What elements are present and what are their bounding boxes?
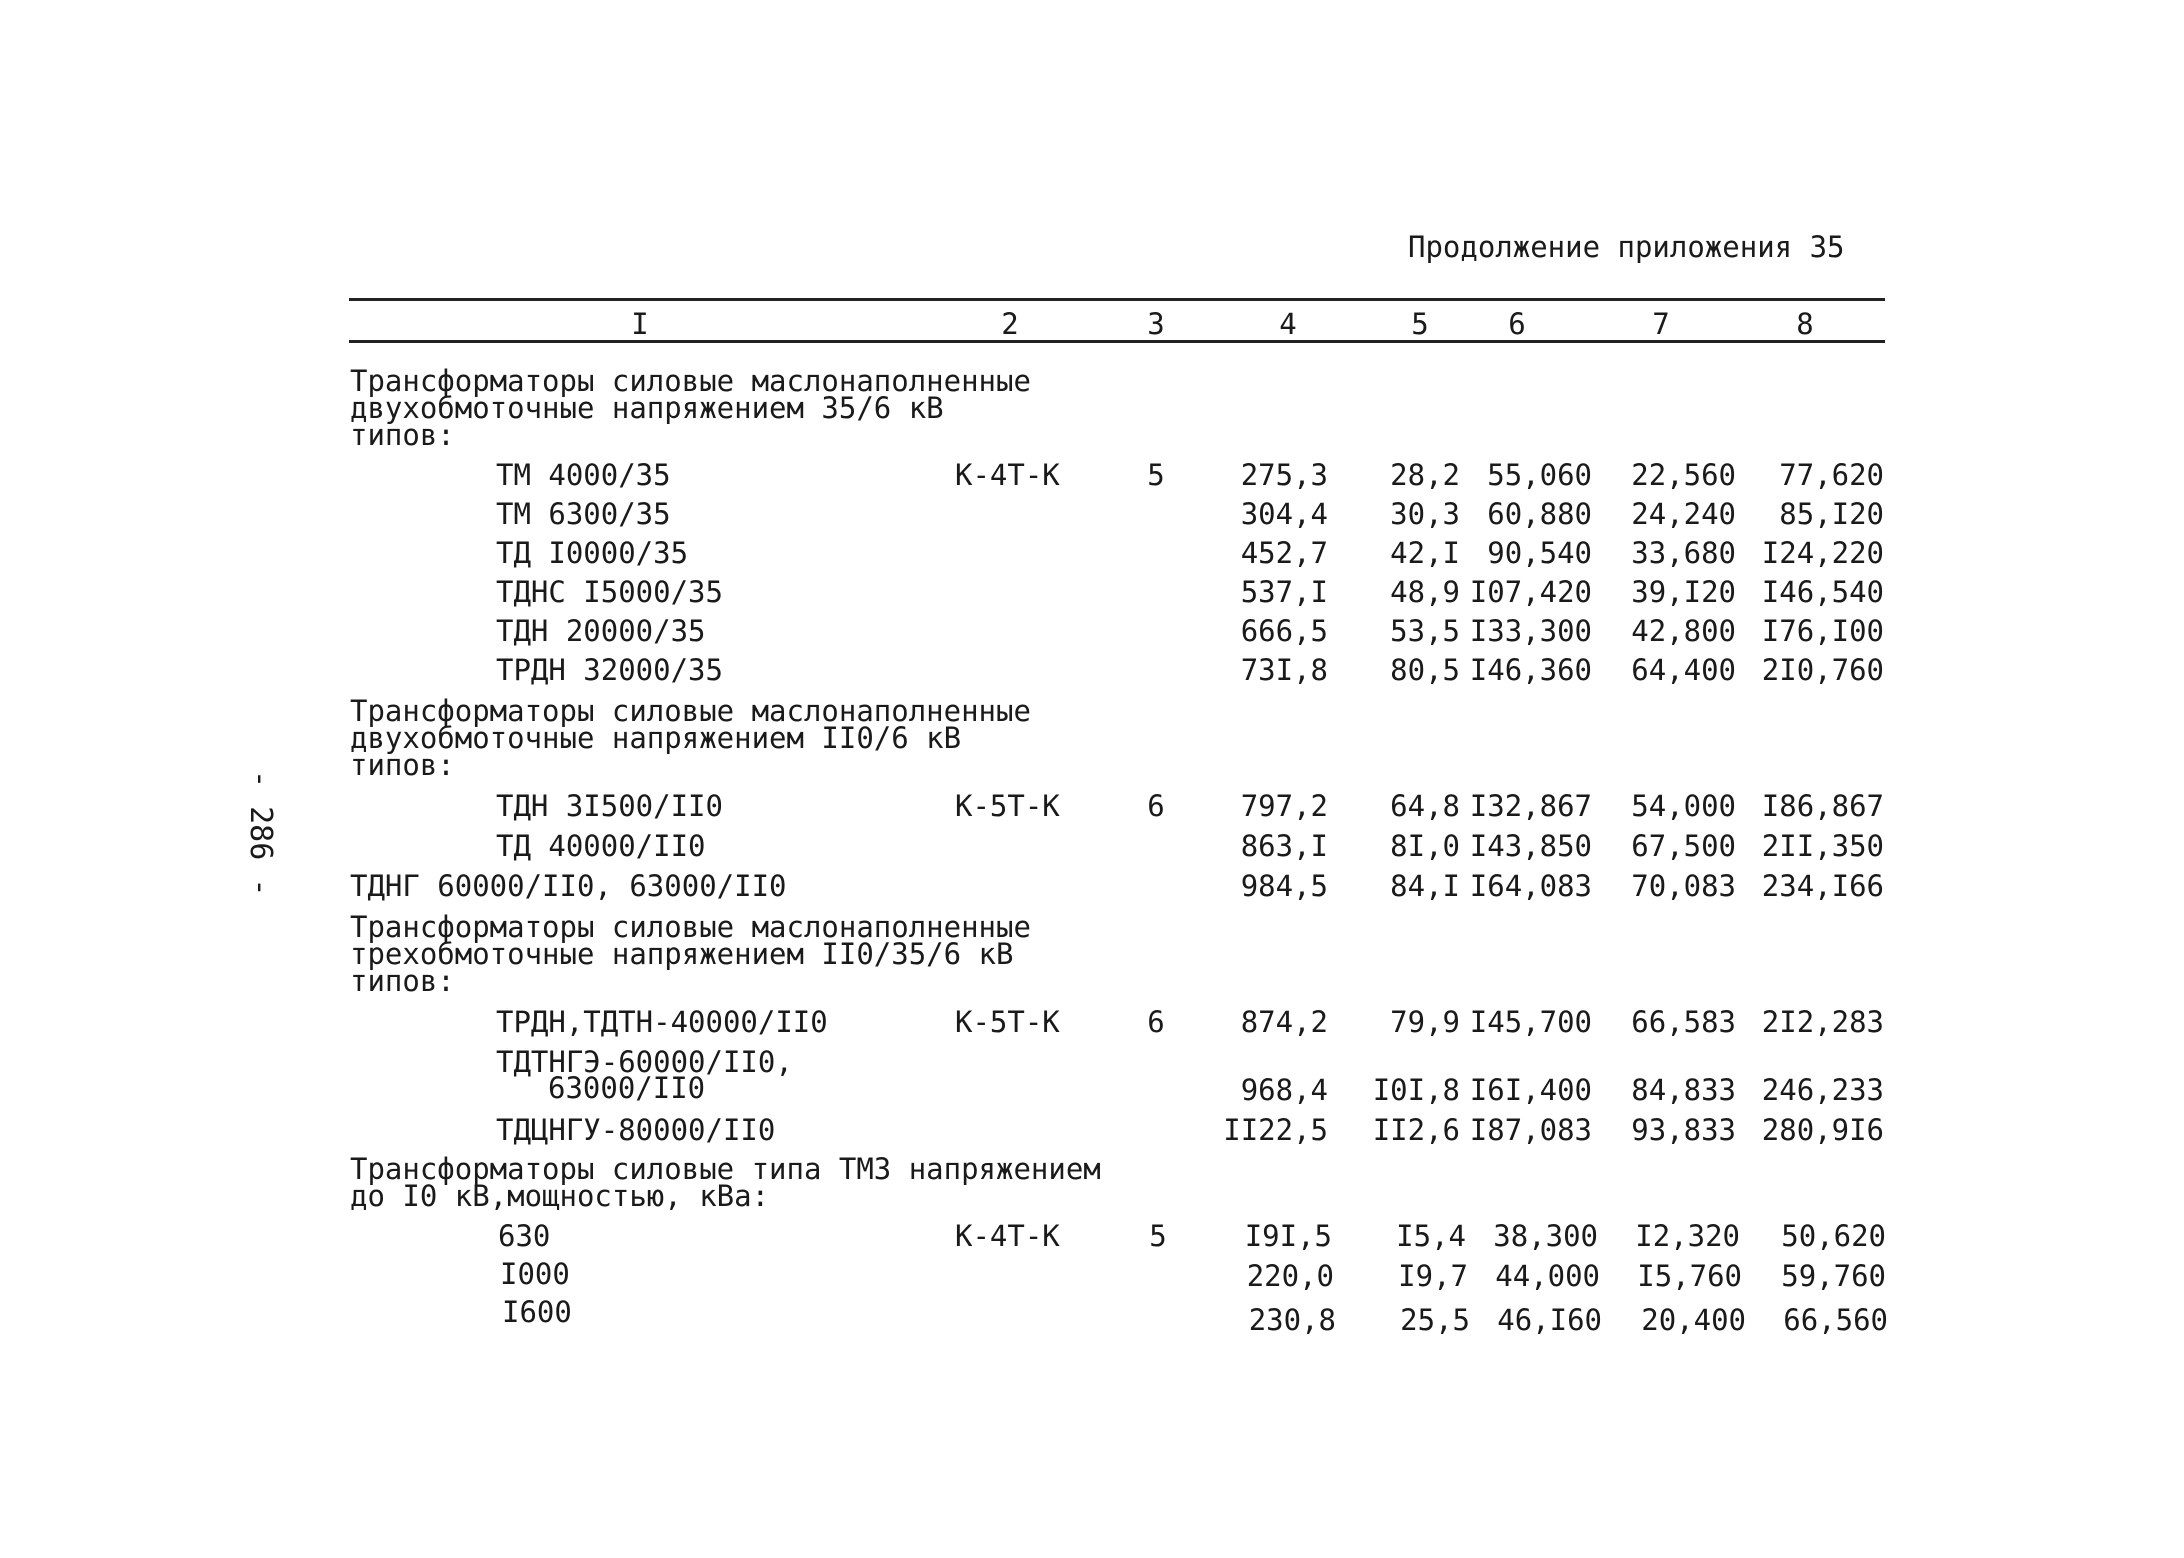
- row-col4: 230,8: [1248, 1303, 1336, 1337]
- row-col7: 39,I20: [1631, 575, 1736, 609]
- row-col7: 66,583: [1631, 1005, 1736, 1039]
- column-header-6: 6: [1508, 307, 1526, 341]
- row-col6: I32,867: [1469, 789, 1592, 823]
- row-name: ТДН 3I500/II0: [496, 789, 723, 823]
- row-col5: II2,6: [1372, 1113, 1460, 1147]
- row-col3: 5: [1149, 1219, 1167, 1253]
- row-col5: I0I,8: [1372, 1073, 1460, 1107]
- row-col4: 863,I: [1240, 829, 1328, 863]
- row-col7: 93,833: [1631, 1113, 1736, 1147]
- row-col8: 2I0,760: [1761, 653, 1884, 687]
- group-title-line: Трансформаторы силовые типа ТМЗ напряжением: [350, 1152, 1101, 1186]
- row-col5: 28,2: [1390, 458, 1460, 492]
- row-col7: 22,560: [1631, 458, 1736, 492]
- row-col3: 6: [1147, 1005, 1165, 1039]
- row-col6: 44,000: [1495, 1259, 1600, 1293]
- row-col8: 66,560: [1783, 1303, 1888, 1337]
- row-col2: К-4Т-К: [955, 1219, 1060, 1253]
- row-col4: 452,7: [1240, 536, 1328, 570]
- row-col5: 30,3: [1390, 497, 1460, 531]
- row-col6: I64,083: [1469, 869, 1592, 903]
- group-title: [350, 910, 1031, 998]
- column-header-1: I: [631, 307, 649, 341]
- row-col7: 54,000: [1631, 789, 1736, 823]
- row-col8: 50,620: [1781, 1219, 1886, 1253]
- row-col8: 85,I20: [1779, 497, 1884, 531]
- row-name: ТД 40000/II0: [496, 829, 706, 863]
- group-title-line: трехобмоточные напряжением II0/35/6 кВ: [350, 937, 1014, 971]
- row-col5: I5,4: [1396, 1219, 1466, 1253]
- row-col7: 42,800: [1631, 614, 1736, 648]
- row-col4: 220,0: [1246, 1259, 1334, 1293]
- row-name: ТРДН 32000/35: [496, 653, 723, 687]
- group-title-line: типов:: [350, 418, 455, 452]
- row-col6: I87,083: [1469, 1113, 1592, 1147]
- row-name-continued: 63000/II0: [548, 1071, 706, 1105]
- group-title-line: двухобмоточные напряжением II0/6 кВ: [350, 721, 962, 755]
- row-col5: 48,9: [1390, 575, 1460, 609]
- row-col7: I5,760: [1637, 1259, 1742, 1293]
- row-col6: I6I,400: [1469, 1073, 1592, 1107]
- row-col3: 6: [1147, 789, 1165, 823]
- row-col2: К-5Т-К: [955, 1005, 1060, 1039]
- row-name: ТДТНГЭ-60000/II0,: [496, 1045, 793, 1079]
- row-col4: 304,4: [1240, 497, 1328, 531]
- group-title: [350, 364, 1031, 452]
- column-header-5: 5: [1411, 307, 1429, 341]
- row-col5: I9,7: [1398, 1259, 1468, 1293]
- row-col5: 64,8: [1390, 789, 1460, 823]
- row-col4: 275,3: [1240, 458, 1328, 492]
- row-col4: II22,5: [1223, 1113, 1328, 1147]
- row-name: I600: [502, 1295, 572, 1329]
- row-col6: 38,300: [1493, 1219, 1598, 1253]
- row-col7: 20,400: [1641, 1303, 1746, 1337]
- row-col4: I9I,5: [1244, 1219, 1332, 1253]
- row-col8: I76,I00: [1761, 614, 1884, 648]
- row-col7: 33,680: [1631, 536, 1736, 570]
- group-title-line: двухобмоточные напряжением 35/6 кВ: [350, 391, 944, 425]
- row-col6: 90,540: [1487, 536, 1592, 570]
- row-col6: I43,850: [1469, 829, 1592, 863]
- row-col6: I45,700: [1469, 1005, 1592, 1039]
- row-col4: 984,5: [1240, 869, 1328, 903]
- row-name: ТДН 20000/35: [496, 614, 706, 648]
- column-header-4: 4: [1279, 307, 1297, 341]
- group-title-line: Трансформаторы силовые маслонаполненные: [350, 694, 1031, 728]
- row-col8: 234,I66: [1761, 869, 1884, 903]
- row-col5: 84,I: [1390, 869, 1460, 903]
- group-title-line: Трансформаторы силовые маслонаполненные: [350, 910, 1031, 944]
- row-col5: 80,5: [1390, 653, 1460, 687]
- row-col6: I46,360: [1469, 653, 1592, 687]
- row-col4: 797,2: [1240, 789, 1328, 823]
- row-col4: 73I,8: [1240, 653, 1328, 687]
- row-col8: I86,867: [1761, 789, 1884, 823]
- row-col8: 246,233: [1761, 1073, 1884, 1107]
- row-col2: К-4Т-К: [955, 458, 1060, 492]
- row-col8: I46,540: [1761, 575, 1884, 609]
- page-number: - 286 -: [243, 770, 278, 897]
- row-col7: 64,400: [1631, 653, 1736, 687]
- group-title-line: типов:: [350, 964, 455, 998]
- row-col4: 666,5: [1240, 614, 1328, 648]
- row-col5: 53,5: [1390, 614, 1460, 648]
- row-col8: 2I2,283: [1761, 1005, 1884, 1039]
- row-col8: 59,760: [1781, 1259, 1886, 1293]
- page-heading: Продолжение приложения 35: [1408, 230, 1845, 264]
- row-name: I000: [500, 1257, 570, 1291]
- column-header-2: 2: [1001, 307, 1019, 341]
- row-col4: 874,2: [1240, 1005, 1328, 1039]
- row-name: ТДНГ 60000/II0, 63000/II0: [350, 869, 787, 903]
- row-col7: 67,500: [1631, 829, 1736, 863]
- row-col3: 5: [1147, 458, 1165, 492]
- row-col6: I33,300: [1469, 614, 1592, 648]
- row-name: ТРДН,ТДТН-40000/II0: [496, 1005, 828, 1039]
- group-title-line: до I0 кВ,мощностью, кВа:: [350, 1179, 770, 1213]
- row-col6: 55,060: [1487, 458, 1592, 492]
- group-title: [350, 1152, 1101, 1213]
- row-name: ТМ 4000/35: [496, 458, 671, 492]
- row-col7: I2,320: [1635, 1219, 1740, 1253]
- row-col6: 46,I60: [1497, 1303, 1602, 1337]
- row-name: ТДЦНГУ-80000/II0: [496, 1113, 776, 1147]
- row-name: 630: [498, 1219, 551, 1253]
- row-col5: 42,I: [1390, 536, 1460, 570]
- group-title-line: Трансформаторы силовые маслонаполненные: [350, 364, 1031, 398]
- row-col5: 25,5: [1400, 1303, 1470, 1337]
- column-header-8: 8: [1796, 307, 1814, 341]
- row-col7: 70,083: [1631, 869, 1736, 903]
- group-title-line: типов:: [350, 748, 455, 782]
- row-name: ТДНС I5000/35: [496, 575, 723, 609]
- row-col5: 8I,0: [1390, 829, 1460, 863]
- row-col8: 280,9I6: [1761, 1113, 1884, 1147]
- row-col4: 968,4: [1240, 1073, 1328, 1107]
- row-col2: К-5Т-К: [955, 789, 1060, 823]
- row-col7: 24,240: [1631, 497, 1736, 531]
- column-header-3: 3: [1147, 307, 1165, 341]
- row-col8: I24,220: [1761, 536, 1884, 570]
- group-title: [350, 694, 1031, 782]
- row-name: ТД I0000/35: [496, 536, 689, 570]
- row-col4: 537,I: [1240, 575, 1328, 609]
- row-col6: 60,880: [1487, 497, 1592, 531]
- row-col8: 77,620: [1779, 458, 1884, 492]
- row-col6: I07,420: [1469, 575, 1592, 609]
- column-header-7: 7: [1652, 307, 1670, 341]
- row-name: ТМ 6300/35: [496, 497, 671, 531]
- row-col7: 84,833: [1631, 1073, 1736, 1107]
- row-col8: 2II,350: [1761, 829, 1884, 863]
- row-col5: 79,9: [1390, 1005, 1460, 1039]
